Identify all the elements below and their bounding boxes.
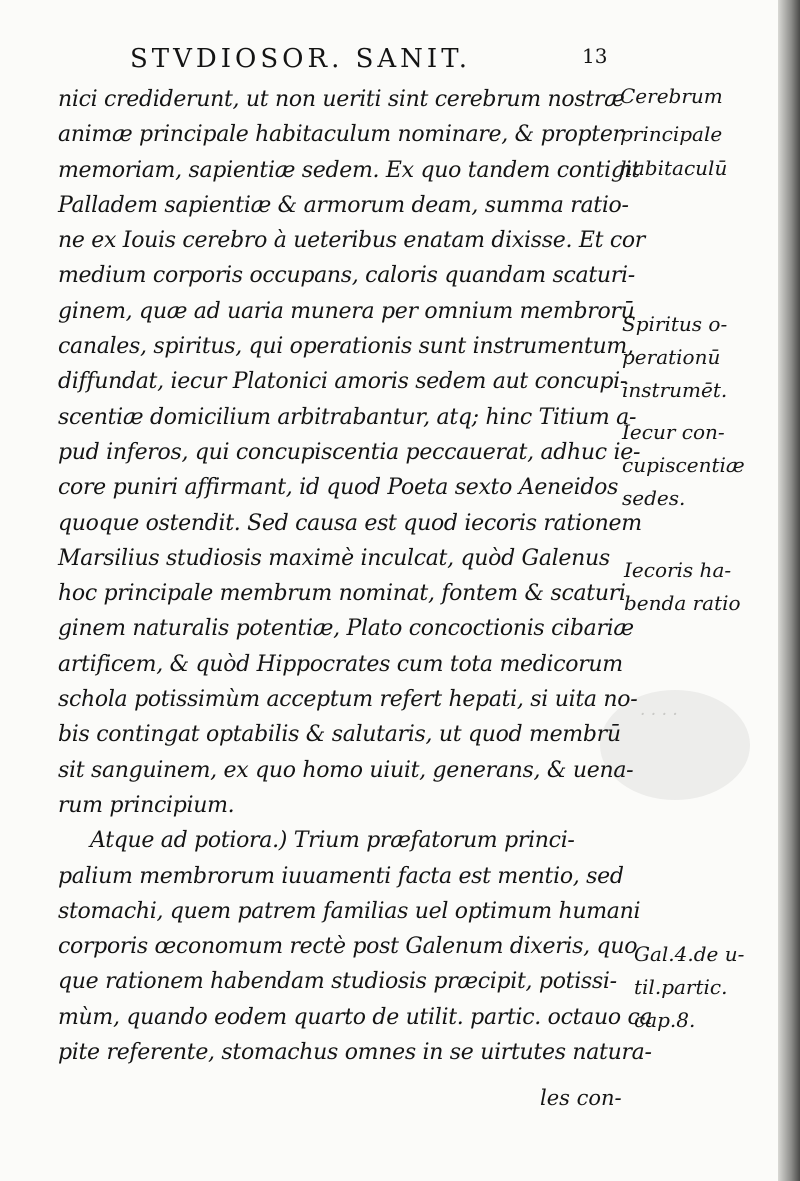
text-line: animæ principale habitaculum nominare, & propter — [58, 122, 623, 148]
text-line: canales, spiritus, qui operationis sunt instrumentum, — [58, 334, 634, 360]
margin-note-line: perationū — [622, 345, 721, 369]
text-line: diffundat, iecur Platonici amoris sedem aut concupi- — [58, 369, 628, 395]
margin-note-galen — [634, 942, 744, 1032]
running-head — [130, 44, 630, 78]
text-line: corporis œconomum rectè post Galenum dixeris, quo — [58, 934, 638, 960]
running-title: STVDIOSOR. SANIT. — [130, 44, 471, 74]
text-line: rum principium. — [58, 792, 235, 818]
margin-note-line: til.partic. — [634, 975, 728, 999]
text-line: pud inferos, qui concupiscentia peccauerat, adhuc ie- — [58, 439, 641, 465]
binding-edge — [778, 0, 800, 1181]
margin-note-line: sedes. — [622, 486, 686, 510]
margin-note-iecoris — [624, 558, 741, 615]
margin-note-line: instrumēt. — [622, 378, 728, 402]
margin-note-line: Gal.4.de u- — [634, 942, 745, 966]
margin-note-cerebrum — [620, 84, 727, 180]
margin-note-line: cap.8. — [634, 1008, 696, 1032]
text-line: core puniri affirmant, id quod Poeta sexto Aeneidos — [58, 475, 619, 501]
text-line: scentiæ domicilium arbitrabantur, atq; hinc Titium a- — [58, 404, 637, 430]
margin-note-line: Iecoris ha- — [624, 558, 732, 582]
text-line: hoc principale membrum nominat, fontem & scaturi — [58, 581, 626, 607]
text-line: Palladem sapientiæ & armorum deam, summa ratio- — [58, 192, 629, 218]
text-line: pite referente, stomachus omnes in se uirtutes natura- — [58, 1040, 652, 1066]
text-line: medium corporis occupans, caloris quandam scaturi- — [58, 263, 635, 289]
text-line: ne ex Iouis cerebro à ueteribus enatam dixisse. Et cor — [58, 228, 646, 254]
text-line: bis contingat optabilis & salutaris, ut quod membrū — [58, 722, 621, 748]
folio-number: 13 — [582, 44, 608, 68]
text-line: mùm, quando eodem quarto de utilit. partic. octauo ca — [58, 1004, 653, 1030]
margin-note-line: Spiritus o- — [622, 312, 728, 336]
text-line: quoque ostendit. Sed causa est quod iecoris rationem — [58, 510, 642, 536]
text-line: que rationem habendam studiosis præcipit, potissi- — [58, 969, 617, 995]
margin-note-iecur — [622, 420, 745, 510]
margin-note-line: principale — [620, 122, 723, 146]
body-text — [58, 82, 653, 1070]
margin-note-line: benda ratio — [624, 591, 741, 615]
text-line: nici crediderunt, ut non ueriti sint cerebrum nostræ — [58, 87, 625, 112]
text-line: ginem naturalis potentiæ, Plato concoctionis cibariæ — [58, 616, 634, 642]
catchword: les con- — [540, 1086, 622, 1110]
text-line: schola potissimùm acceptum refert hepati, si uita no- — [58, 687, 638, 713]
margin-note-line: cupiscentiæ — [622, 453, 745, 477]
show-through-text: · · · · — [640, 705, 678, 725]
text-line: Marsilius studiosis maximè inculcat, quòd Galenus — [58, 545, 610, 571]
text-line: ginem, quæ ad uaria munera per omnium membrorū — [58, 298, 635, 324]
text-line: palium membrorum iuuamenti facta est mentio, sed — [58, 863, 624, 889]
margin-note-line: Cerebrum — [620, 84, 723, 108]
margin-note-line: habitaculū — [620, 156, 728, 180]
paragraph-start-line: Atque ad potiora.) Trium præfatorum princi- — [90, 828, 575, 854]
text-line: memoriam, sapientiæ sedem. Ex quo tandem contigit — [58, 157, 640, 183]
text-line: artificem, & quòd Hippocrates cum tota medicorum — [58, 651, 623, 677]
margin-note-line: Iecur con- — [622, 420, 725, 444]
margin-note-spiritus — [622, 312, 727, 402]
text-line: stomachi, quem patrem familias uel optimum humani — [58, 898, 641, 924]
text-line: sit sanguinem, ex quo homo uiuit, generans, & uena- — [58, 757, 634, 783]
